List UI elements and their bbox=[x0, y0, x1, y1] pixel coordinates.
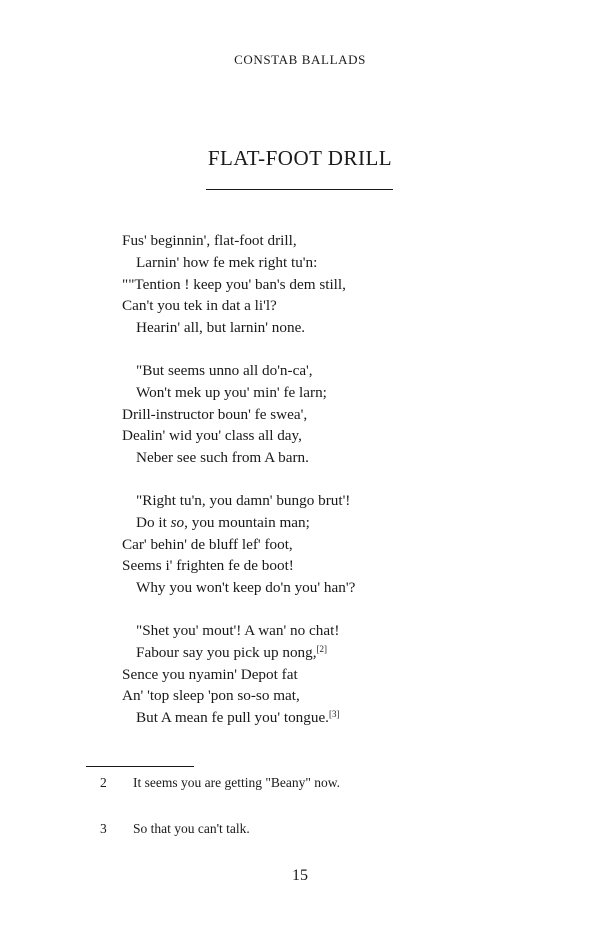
page-number: 15 bbox=[292, 867, 308, 884]
poem-line: Why you won't keep do'n you' han'? bbox=[136, 579, 356, 597]
poem-line: Seems i' frighten fe de boot! bbox=[122, 557, 294, 575]
footnote-text: It seems you are getting "Beany" now. bbox=[133, 775, 340, 790]
stanza bbox=[122, 360, 355, 469]
stanza bbox=[122, 620, 355, 729]
poem-body bbox=[122, 230, 355, 750]
poem-line: Neber see such from A barn. bbox=[136, 449, 309, 467]
poem-line: Fabour say you pick up nong,[2] bbox=[136, 643, 328, 661]
poem-line: "But seems unno all do'n-ca', bbox=[136, 361, 313, 379]
footnote-separator bbox=[86, 766, 194, 767]
footnote-reference: [3] bbox=[328, 709, 340, 720]
poem-line: ""Tention ! keep you' ban's dem still, bbox=[122, 275, 346, 293]
footnote-number: 3 bbox=[100, 821, 107, 836]
emphasis: so bbox=[170, 513, 185, 531]
poem-line: An' 'top sleep 'pon so-so mat, bbox=[122, 687, 300, 705]
poem-line: But A mean fe pull you' tongue.[3] bbox=[136, 709, 340, 727]
poem-title: FLAT-FOOT DRILL bbox=[207, 146, 393, 170]
poem-line: Fus' beginnin', flat-foot drill, bbox=[122, 232, 297, 249]
stanza bbox=[122, 490, 355, 599]
poem-line: Do it so, you mountain man; bbox=[136, 513, 310, 531]
poem-line: Won't mek up you' min' fe larn; bbox=[136, 383, 327, 401]
poem-line: Dealin' wid you' class all day, bbox=[122, 427, 302, 445]
poem-line: "Right tu'n, you damn' bungo brut'! bbox=[136, 491, 351, 509]
poem-line: Car' behin' de bluff lef' foot, bbox=[122, 535, 293, 553]
poem-line: "Shet you' mout'! A wan' no chat! bbox=[136, 621, 340, 639]
poem-line: Hearin' all, but larnin' none. bbox=[136, 319, 306, 337]
footnote-reference: [2] bbox=[316, 643, 328, 654]
poem-line: Can't you tek in dat a li'l? bbox=[122, 297, 277, 315]
running-head: CONSTAB BALLADS bbox=[234, 52, 366, 67]
title-underline bbox=[206, 189, 393, 190]
poem-line: Sence you nyamin' Depot fat bbox=[122, 665, 298, 683]
poem-line: Drill-instructor boun' fe swea', bbox=[122, 405, 308, 423]
poem-line: Larnin' how fe mek right tu'n: bbox=[136, 253, 318, 271]
stanza bbox=[122, 230, 355, 339]
footnote-text: So that you can't talk. bbox=[133, 821, 250, 836]
footnote-number: 2 bbox=[100, 775, 107, 790]
